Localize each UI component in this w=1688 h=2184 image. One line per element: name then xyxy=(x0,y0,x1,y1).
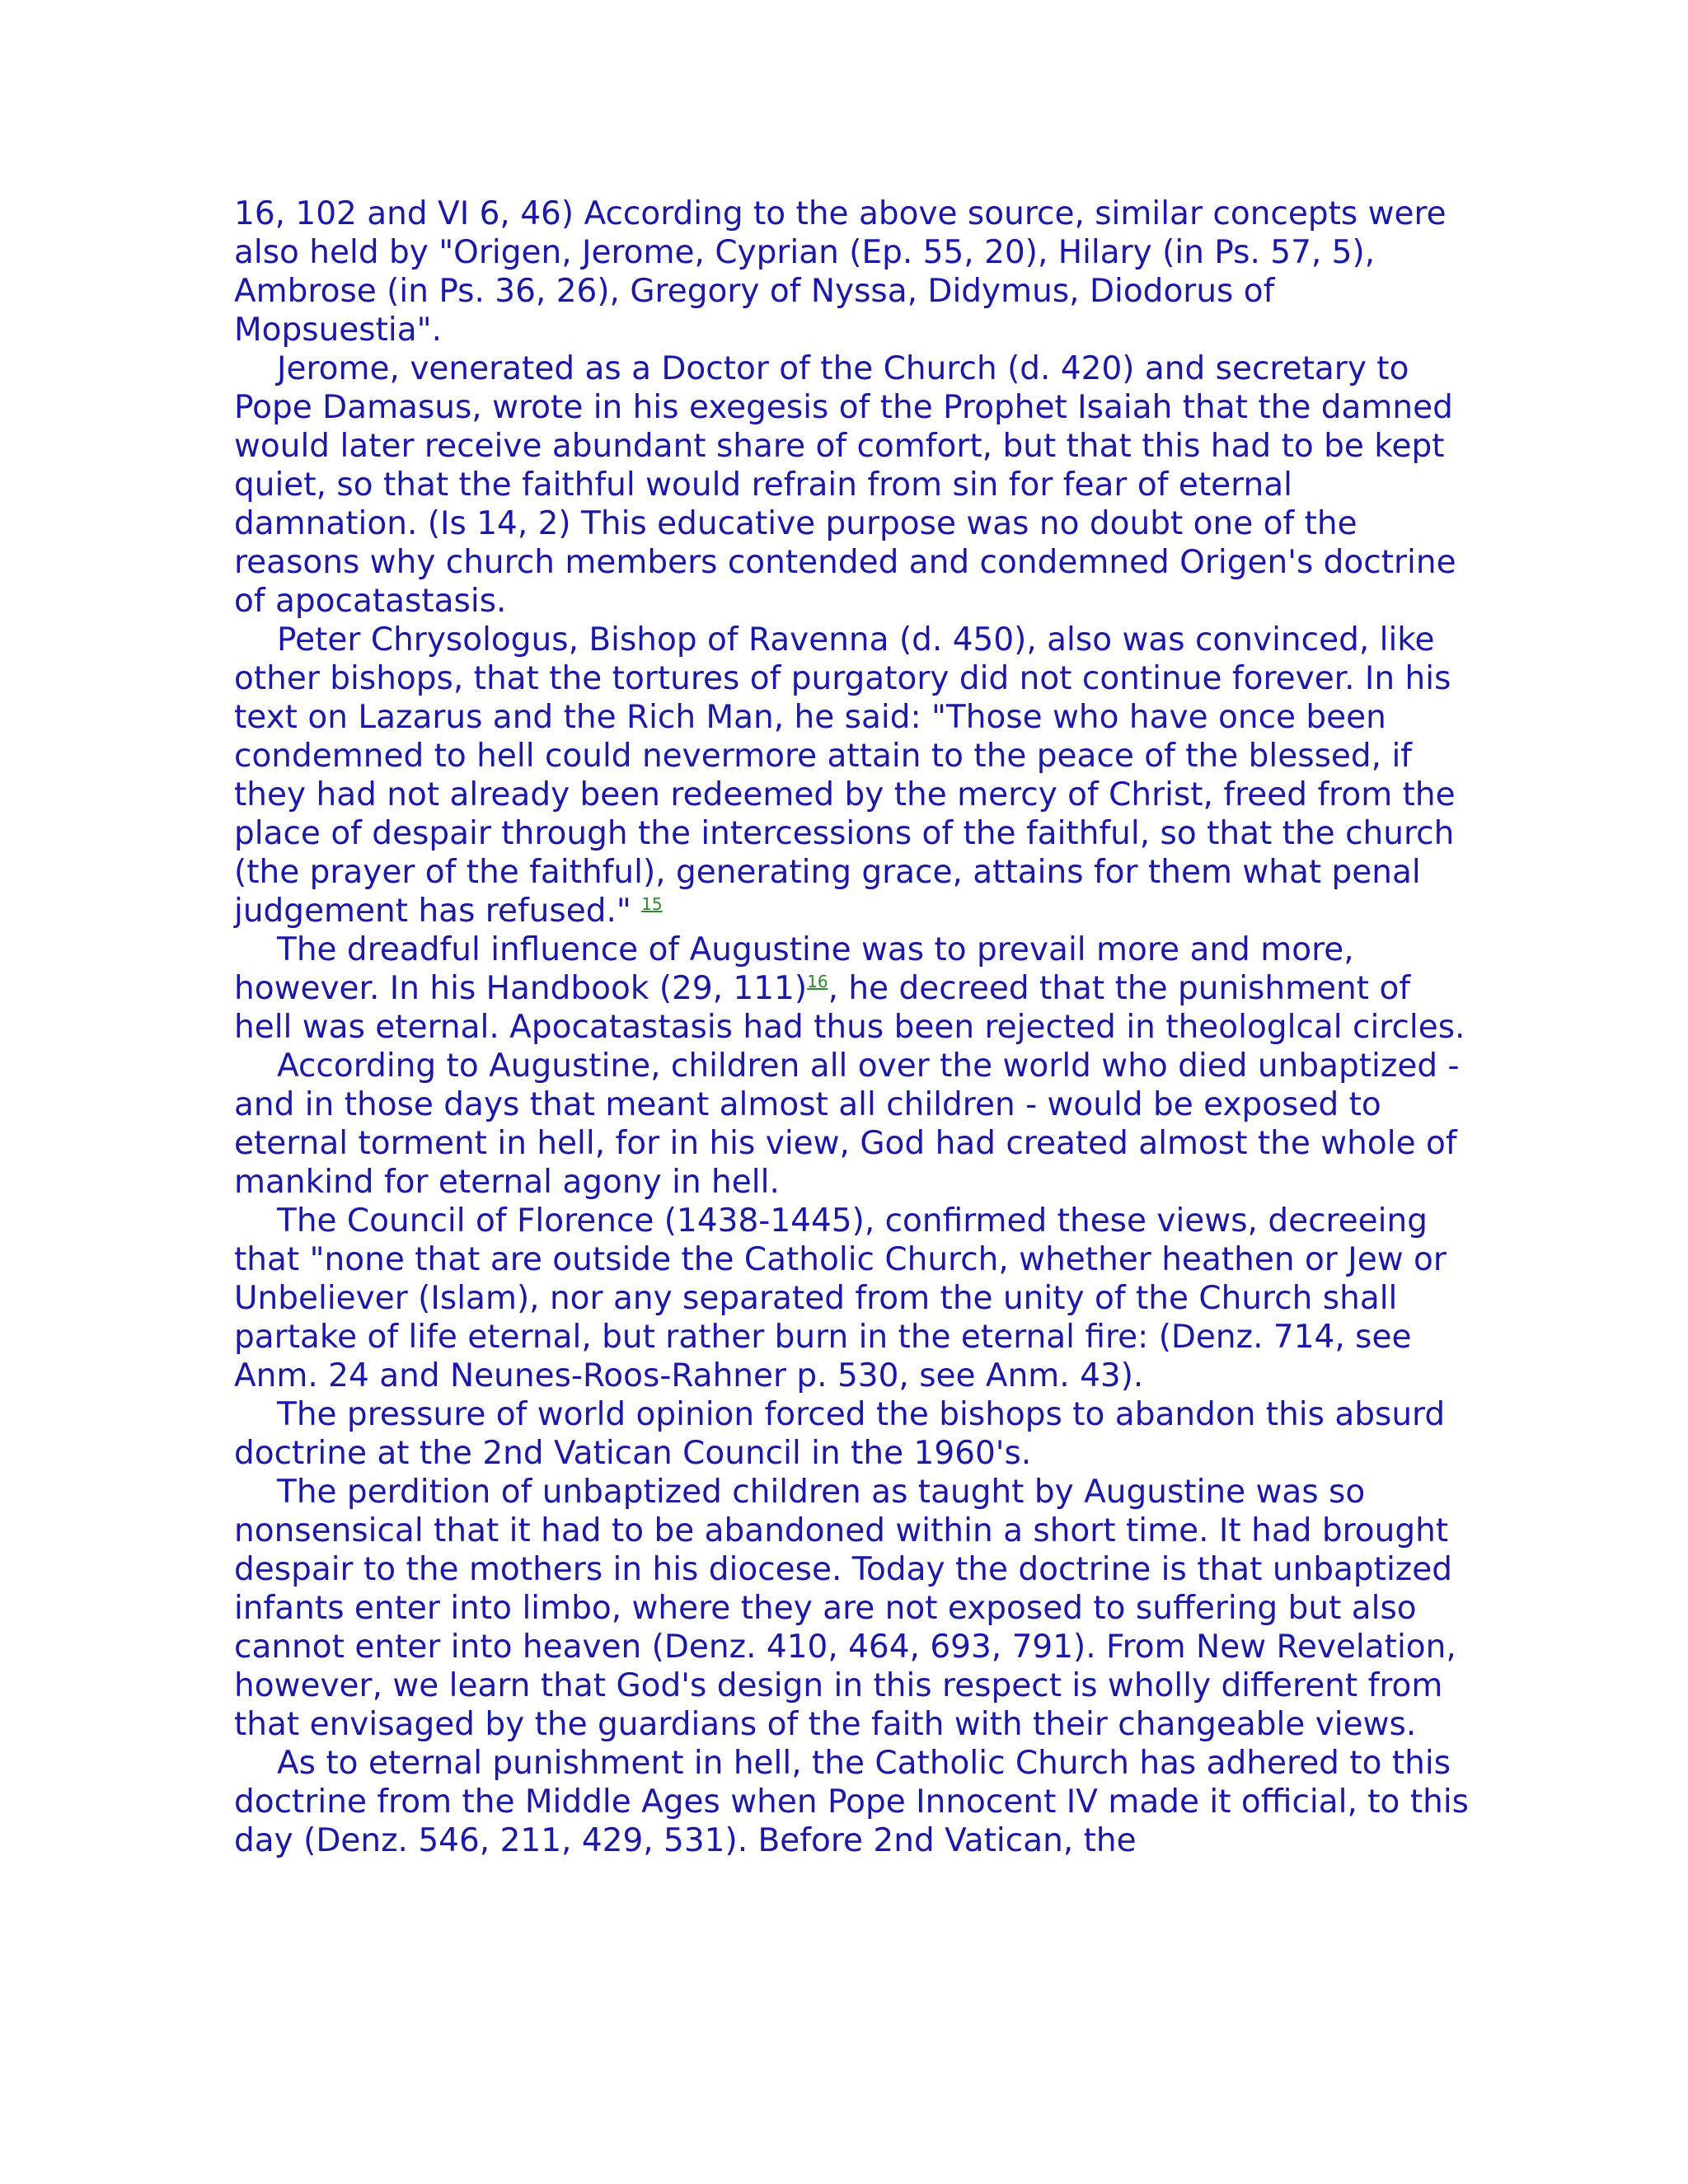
paragraph-text: , he decreed that the punishment of hell was eternal. Apocatastasis had thus been rejected in theologlcal circles. xyxy=(234,970,1465,1046)
footnote-link-16[interactable]: 16 xyxy=(807,972,828,991)
paragraph-world-opinion xyxy=(234,1395,1470,1473)
document-body xyxy=(234,194,1470,1860)
paragraph-text: As to eternal punishment in hell, the Catholic Church has adhered to this doctrine from the Middle Ages when Pope Innocent IV made it official, to this day (Denz. 546, 211, 429, 531). Before 2nd Vatican, the xyxy=(234,1745,1469,1859)
footnote-link-15[interactable]: 15 xyxy=(641,894,663,914)
paragraph-council-of-florence xyxy=(234,1202,1470,1395)
paragraph-text: The dreadful influence of Augustine was to prevail more and more, however. In his Handbook (29, 111) xyxy=(234,931,1354,1007)
paragraph-text: Peter Chrysologus, Bishop of Ravenna (d. 450), also was convinced, like other bishops, that the tortures of purgatory did not continue forever. In his text on Lazarus and the Rich Man, he said: "Those who have once been condemned to hell could nevermore attain to the peace of the blessed, if they had not already been redeemed by the mercy of Christ, freed from the place of despair through the intercessions of the faithful, so that the church (the prayer of the faithful), generating grace, attains for them what penal judgement has refused." xyxy=(234,621,1456,930)
paragraph-peter-chrysologus xyxy=(234,621,1470,930)
paragraph-text: 16, 102 and VI 6, 46) According to the above source, similar concepts were also held by "Origen, Jerome, Cyprian (Ep. 55, 20), Hilary (in Ps. 57, 5), Ambrose (in Ps. 36, 26), Gregory of Nyssa, Didymus, Diodorus of Mopsuestia". xyxy=(234,195,1447,349)
paragraph-text: The Council of Florence (1438-1445), confirmed these views, decreeing that "none that are outside the Catholic Church, whether heathen or Jew or Unbeliever (Islam), nor any separated from the unity of the Church shall partake of life eternal, but rather burn in the eternal fire: (Denz. 714, see Anm. 24 and Neunes-Roos-Rahner p. 530, see Anm. 43). xyxy=(234,1202,1447,1394)
paragraph-augustine-influence xyxy=(234,930,1470,1047)
paragraph-eternal-punishment xyxy=(234,1744,1470,1860)
paragraph-text: The perdition of unbaptized children as taught by Augustine was so nonsensical that it had to be abandoned within a short time. It had brought despair to the mothers in his diocese. Today the doctrine is that unbaptized infants enter into limbo, where they are not exposed to suffering but also cannot enter into heaven (Denz. 410, 464, 693, 791). From New Revelation, however, we learn that God's design in this respect is wholly different from that envisaged by the guardians of the faith with their changeable views. xyxy=(234,1474,1456,1743)
paragraph-text: The pressure of world opinion forced the bishops to abandon this absurd doctrine at the 2nd Vatican Council in the 1960's. xyxy=(234,1396,1446,1472)
paragraph-jerome xyxy=(234,349,1470,621)
paragraph-text: According to Augustine, children all over the world who died unbaptized - and in those days that meant almost all children - would be exposed to eternal torment in hell, for in his view, God had created almost the whole of mankind for eternal agony in hell. xyxy=(234,1047,1460,1201)
paragraph-sources xyxy=(234,194,1470,349)
paragraph-text: Jerome, venerated as a Doctor of the Church (d. 420) and secretary to Pope Damasus, wrote in his exegesis of the Prophet Isaiah that the damned would later receive abundant share of comfort, but that this had to be kept quiet, so that the faithful would refrain from sin for fear of eternal damnation. (Is 14, 2) This educative purpose was no doubt one of the reasons why church members contended and condemned Origen's doctrine of apocatastasis. xyxy=(234,350,1456,620)
paragraph-unbaptized-children xyxy=(234,1047,1470,1202)
paragraph-perdition xyxy=(234,1473,1470,1744)
